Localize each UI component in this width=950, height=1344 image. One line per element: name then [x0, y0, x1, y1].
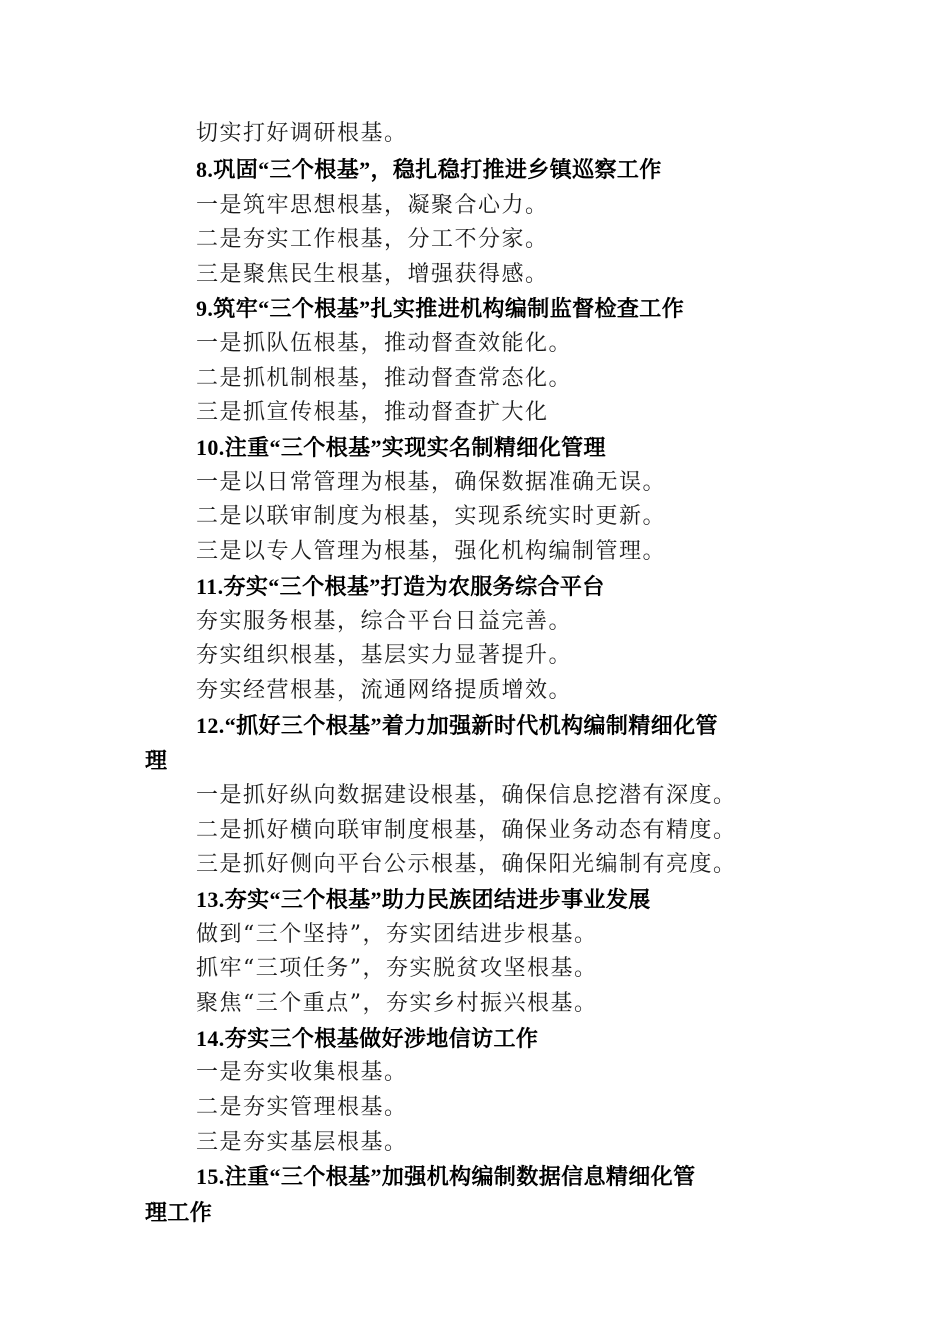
body-line-09: 二是以联审制度为根基，实现系统实时更新。 [196, 504, 667, 529]
body-line-21: 二是夯实管理根基。 [196, 1095, 408, 1120]
body-line-02: 一是筑牢思想根基，凝聚合心力。 [196, 193, 549, 218]
body-line-14: 一是抓好纵向数据建设根基，确保信息挖潜有深度。 [196, 783, 737, 808]
body-line-20: 一是夯实收集根基。 [196, 1060, 408, 1085]
body-line-13: 夯实经营根基，流通网络提质增效。 [196, 678, 573, 703]
body-line-11: 夯实服务根基，综合平台日益完善。 [196, 609, 573, 634]
body-line-19: 聚焦“三个重点”，夯实乡村振兴根基。 [196, 991, 598, 1016]
heading-8: 8.巩固“三个根基”，稳扎稳打推进乡镇巡察工作 [196, 157, 662, 182]
body-line-10: 三是以专人管理为根基，强化机构编制管理。 [196, 539, 667, 564]
body-line-15: 二是抓好横向联审制度根基，确保业务动态有精度。 [196, 818, 737, 843]
body-line-18: 抓牢“三项任务”，夯实脱贫攻坚根基。 [196, 956, 598, 981]
body-line-12: 夯实组织根基，基层实力显著提升。 [196, 643, 573, 668]
heading-9: 9.筑牢“三个根基”扎实推进机构编制监督检查工作 [196, 296, 685, 321]
body-line-01: 切实打好调研根基。 [196, 121, 408, 146]
body-line-22: 三是夯实基层根基。 [196, 1130, 408, 1155]
body-line-17: 做到“三个坚持”，夯实团结进步根基。 [196, 922, 598, 947]
heading-11: 11.夯实“三个根基”打造为农服务综合平台 [196, 574, 605, 599]
heading-12: 12.“抓好三个根基”着力加强新时代机构编制精细化管 [196, 713, 718, 738]
body-line-03: 二是夯实工作根基，分工不分家。 [196, 227, 549, 252]
body-line-04: 三是聚焦民生根基，增强获得感。 [196, 262, 549, 287]
heading-15: 15.注重“三个根基”加强机构编制数据信息精细化管 [196, 1164, 696, 1189]
heading-10: 10.注重“三个根基”实现实名制精细化管理 [196, 435, 606, 460]
body-line-06: 二是抓机制根基，推动督查常态化。 [196, 366, 573, 391]
body-line-16: 三是抓好侧向平台公示根基，确保阳光编制有亮度。 [196, 852, 737, 877]
heading-15-continuation: 理工作 [145, 1200, 213, 1225]
heading-12-continuation: 理 [145, 748, 168, 773]
body-line-07: 三是抓宣传根基，推动督查扩大化 [196, 400, 549, 425]
heading-14: 14.夯实三个根基做好涉地信访工作 [196, 1026, 539, 1051]
heading-13: 13.夯实“三个根基”助力民族团结进步事业发展 [196, 887, 651, 912]
body-line-08: 一是以日常管理为根基，确保数据准确无误。 [196, 470, 667, 495]
body-line-05: 一是抓队伍根基，推动督查效能化。 [196, 331, 573, 356]
